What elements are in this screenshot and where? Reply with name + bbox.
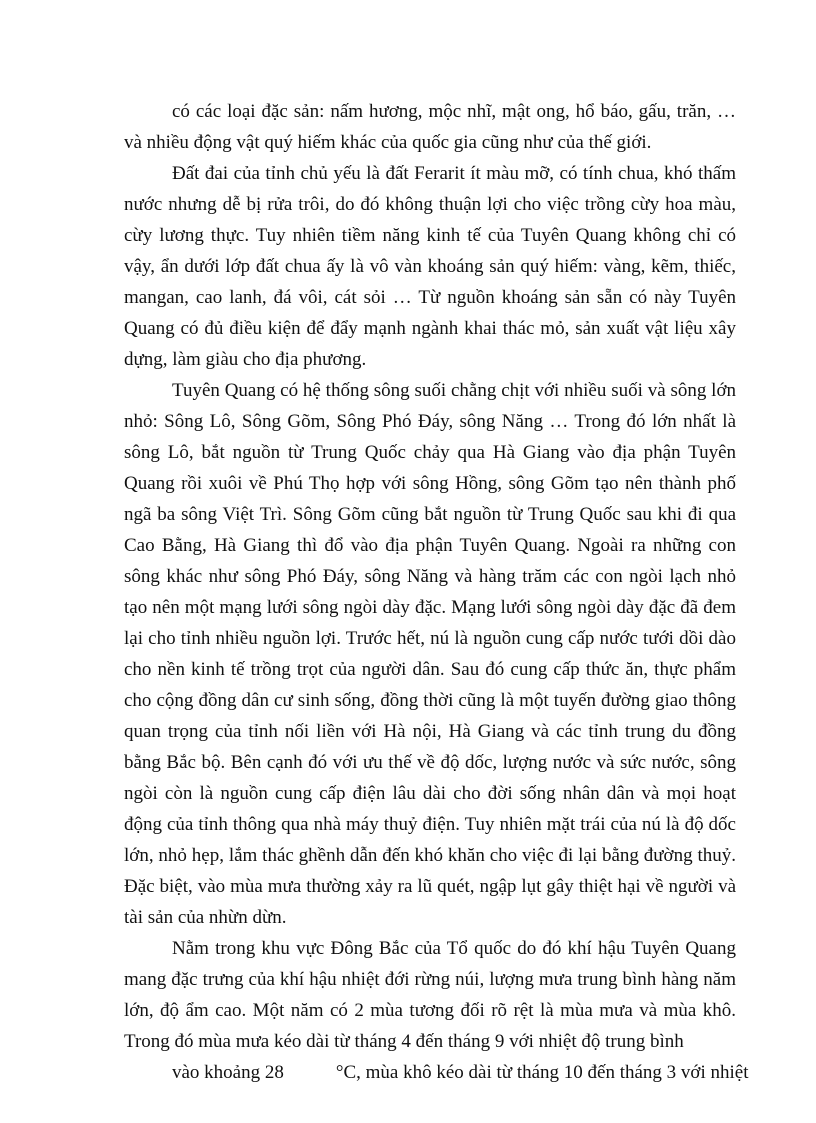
paragraph-land-minerals: Đất đai của tỉnh chủ yếu là đất Ferarit ít màu mỡ, có tính chua, khó thấm nước nhưng dễ bị rửa trôi, do đó không thuận lợi cho việc trồng cừy hoa màu, cừy lương thực. Tuy nhiên tiềm năng kinh tế của Tuyên Quang không chỉ có vậy, ẩn dưới lớp đất chua ấy là vô vàn khoáng sản quý hiếm: vàng, kẽm, thiếc, mangan, cao lanh, đá vôi, cát sỏi … Từ nguồn khoáng sản sẵn có này Tuyên Quang có đủ điều kiện để đẩy mạnh ngành khai thác mỏ, sản xuất vật liệu xây dựng, làm giàu cho địa phương. bbox=[124, 163, 736, 370]
paragraph-climate: Nằm trong khu vực Đông Bắc của Tổ quốc do đó khí hậu Tuyên Quang mang đặc trưng của khí hậu nhiệt đới rừng núi, lượng mưa trung bình hàng năm lớn, độ ẩm cao. Một năm có 2 mùa tương đối rõ rệt là mùa mưa và mùa khô. Trong đó mùa mưa kéo dài từ tháng 4 đến tháng 9 với nhiệt độ trung bình bbox=[124, 938, 736, 1052]
paragraph-rivers: Tuyên Quang có hệ thống sông suối chằng chịt với nhiều suối và sông lớn nhỏ: Sông Lô, Sông Gõm, Sông Phó Đáy, sông Năng … Trong đó lớn nhất là sông Lô, bắt nguồn từ Trung Quốc chảy qua Hà Giang vào địa phận Tuyên Quang rồi xuôi về Phú Thọ hợp với sông Hồng, sông Gõm tạo nên thành phố ngã ba sông Việt Trì. Sông Gõm cũng bắt nguồn từ Trung Quốc sau khi đi qua Cao Bằng, Hà Giang thì đổ vào địa phận Tuyên Quang. Ngoài ra những con sông khác như sông Phó Đáy, sông Năng và hàng trăm các con ngòi lạch nhỏ tạo nên một mạng lưới sông ngòi dày đặc. Mạng lưới sông ngòi dày đặc đã đem lại cho tỉnh nhiều nguồn lợi. Trước hết, nú là nguồn cung cấp nước tưới dồi dào cho nền kinh tế trồng trọt của người dân. Sau đó cung cấp thức ăn, thực phẩm cho cộng đồng dân cư sinh sống, đồng thời cũng là một tuyến đường giao thông quan trọng của tỉnh nối liền với Hà nội, Hà Giang và các tỉnh trung du đồng bằng Bắc bộ. Bên cạnh đó với ưu thế về độ dốc, lượng nước và sức nước, sông ngòi còn là nguồn cung cấp điện lâu dài cho đời sống nhân dân và mọi hoạt động của tỉnh thông qua nhà máy thuỷ điện. Tuy nhiên mặt trái của nú là độ dốc lớn, nhỏ hẹp, lắm thác ghềnh dẫn đến khó khăn cho việc đi lại bằng đường thuỷ. Đặc biệt, vào mùa mưa thường xảy ra lũ quét, ngập lụt gây thiệt hại về người và tài sản của nhừn dừn. bbox=[124, 380, 736, 928]
paragraph-specialties: có các loại đặc sản: nấm hương, mộc nhĩ, mật ong, hổ báo, gấu, trăn, … và nhiều động vật quý hiếm khác của quốc gia cũng như của thế giới. bbox=[124, 101, 736, 153]
temperature-text-before: vào khoảng 28 bbox=[172, 1062, 284, 1083]
climate-temperature-line bbox=[124, 1057, 749, 1088]
temperature-text-after: °C, mùa khô kéo dài từ tháng 10 đến tháng 3 với nhiệt bbox=[335, 1062, 749, 1083]
document-body bbox=[124, 96, 749, 1088]
